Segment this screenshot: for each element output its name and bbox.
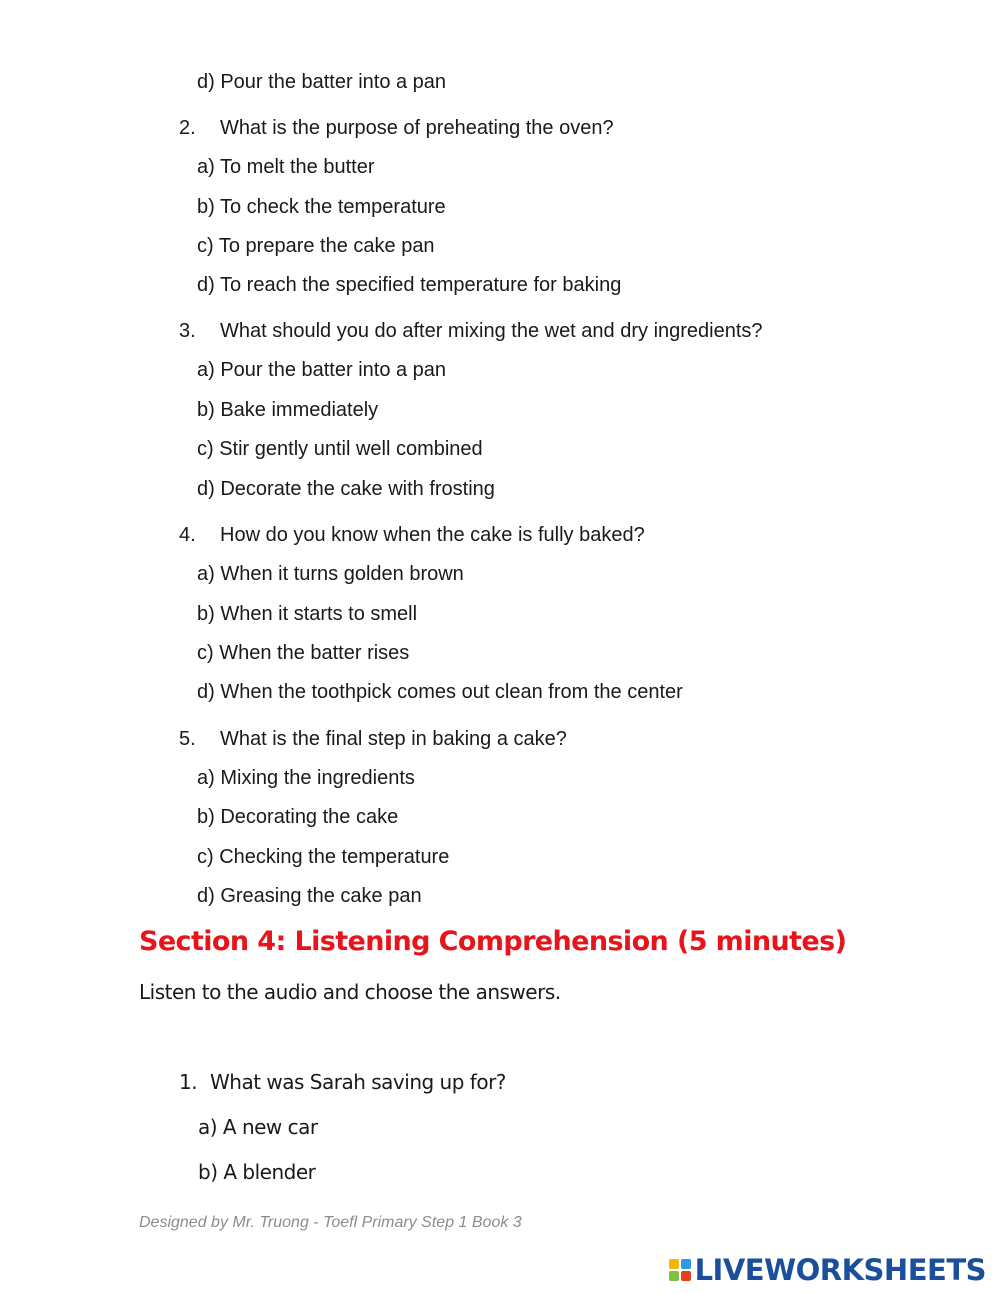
question-3-text: What should you do after mixing the wet and dry ingredients? [220,320,763,342]
section-4-title: Section 4: Listening Comprehension (5 minutes) [139,926,847,957]
question-4-option-c[interactable]: c) When the batter rises [197,642,410,664]
listening-question-1-text: What was Sarah saving up for? [210,1070,506,1094]
question-2-option-a[interactable]: a) To melt the butter [197,156,375,178]
question-5-option-b[interactable]: b) Decorating the cake [197,806,399,828]
question-2-option-c[interactable]: c) To prepare the cake pan [197,235,435,257]
logo-mark-icon [669,1259,691,1281]
question-5-number: 5. [179,728,196,750]
liveworksheets-logo [669,1253,986,1287]
question-3-option-a[interactable]: a) Pour the batter into a pan [197,359,447,381]
question-5-option-d[interactable]: d) Greasing the cake pan [197,885,422,907]
question-3-option-b[interactable]: b) Bake immediately [197,399,379,421]
question-5-text: What is the final step in baking a cake? [220,728,567,750]
question-4-text: How do you know when the cake is fully baked? [220,524,645,546]
listening-question-1-option-a[interactable]: a) A new car [198,1115,318,1139]
question-2-option-b[interactable]: b) To check the temperature [197,196,446,218]
section-4-instruction: Listen to the audio and choose the answers. [139,980,561,1004]
question-5-option-c[interactable]: c) Checking the temperature [197,846,450,868]
question-3-number: 3. [179,320,196,342]
question-3-option-d[interactable]: d) Decorate the cake with frosting [197,478,495,500]
question-2-text: What is the purpose of preheating the oven? [220,117,614,139]
question-2-option-d[interactable]: d) To reach the specified temperature for baking [197,274,622,296]
question-4-option-b[interactable]: b) When it starts to smell [197,603,418,625]
listening-question-1-option-b[interactable]: b) A blender [198,1160,316,1184]
question-4-option-a[interactable]: a) When it turns golden brown [197,563,464,585]
question-4-option-d[interactable]: d) When the toothpick comes out clean from the center [197,681,683,703]
question-3-option-c[interactable]: c) Stir gently until well combined [197,438,483,460]
question-5-option-a[interactable]: a) Mixing the ingredients [197,767,415,789]
logo-text: LIVEWORKSHEETS [694,1253,986,1287]
question-2-number: 2. [179,117,196,139]
question-4-number: 4. [179,524,196,546]
footer-credit: Designed by Mr. Truong - Toefl Primary Step 1 Book 3 [139,1214,522,1231]
listening-question-1-number: 1. [179,1070,198,1094]
option-d-carry-over: d) Pour the batter into a pan [197,71,447,93]
